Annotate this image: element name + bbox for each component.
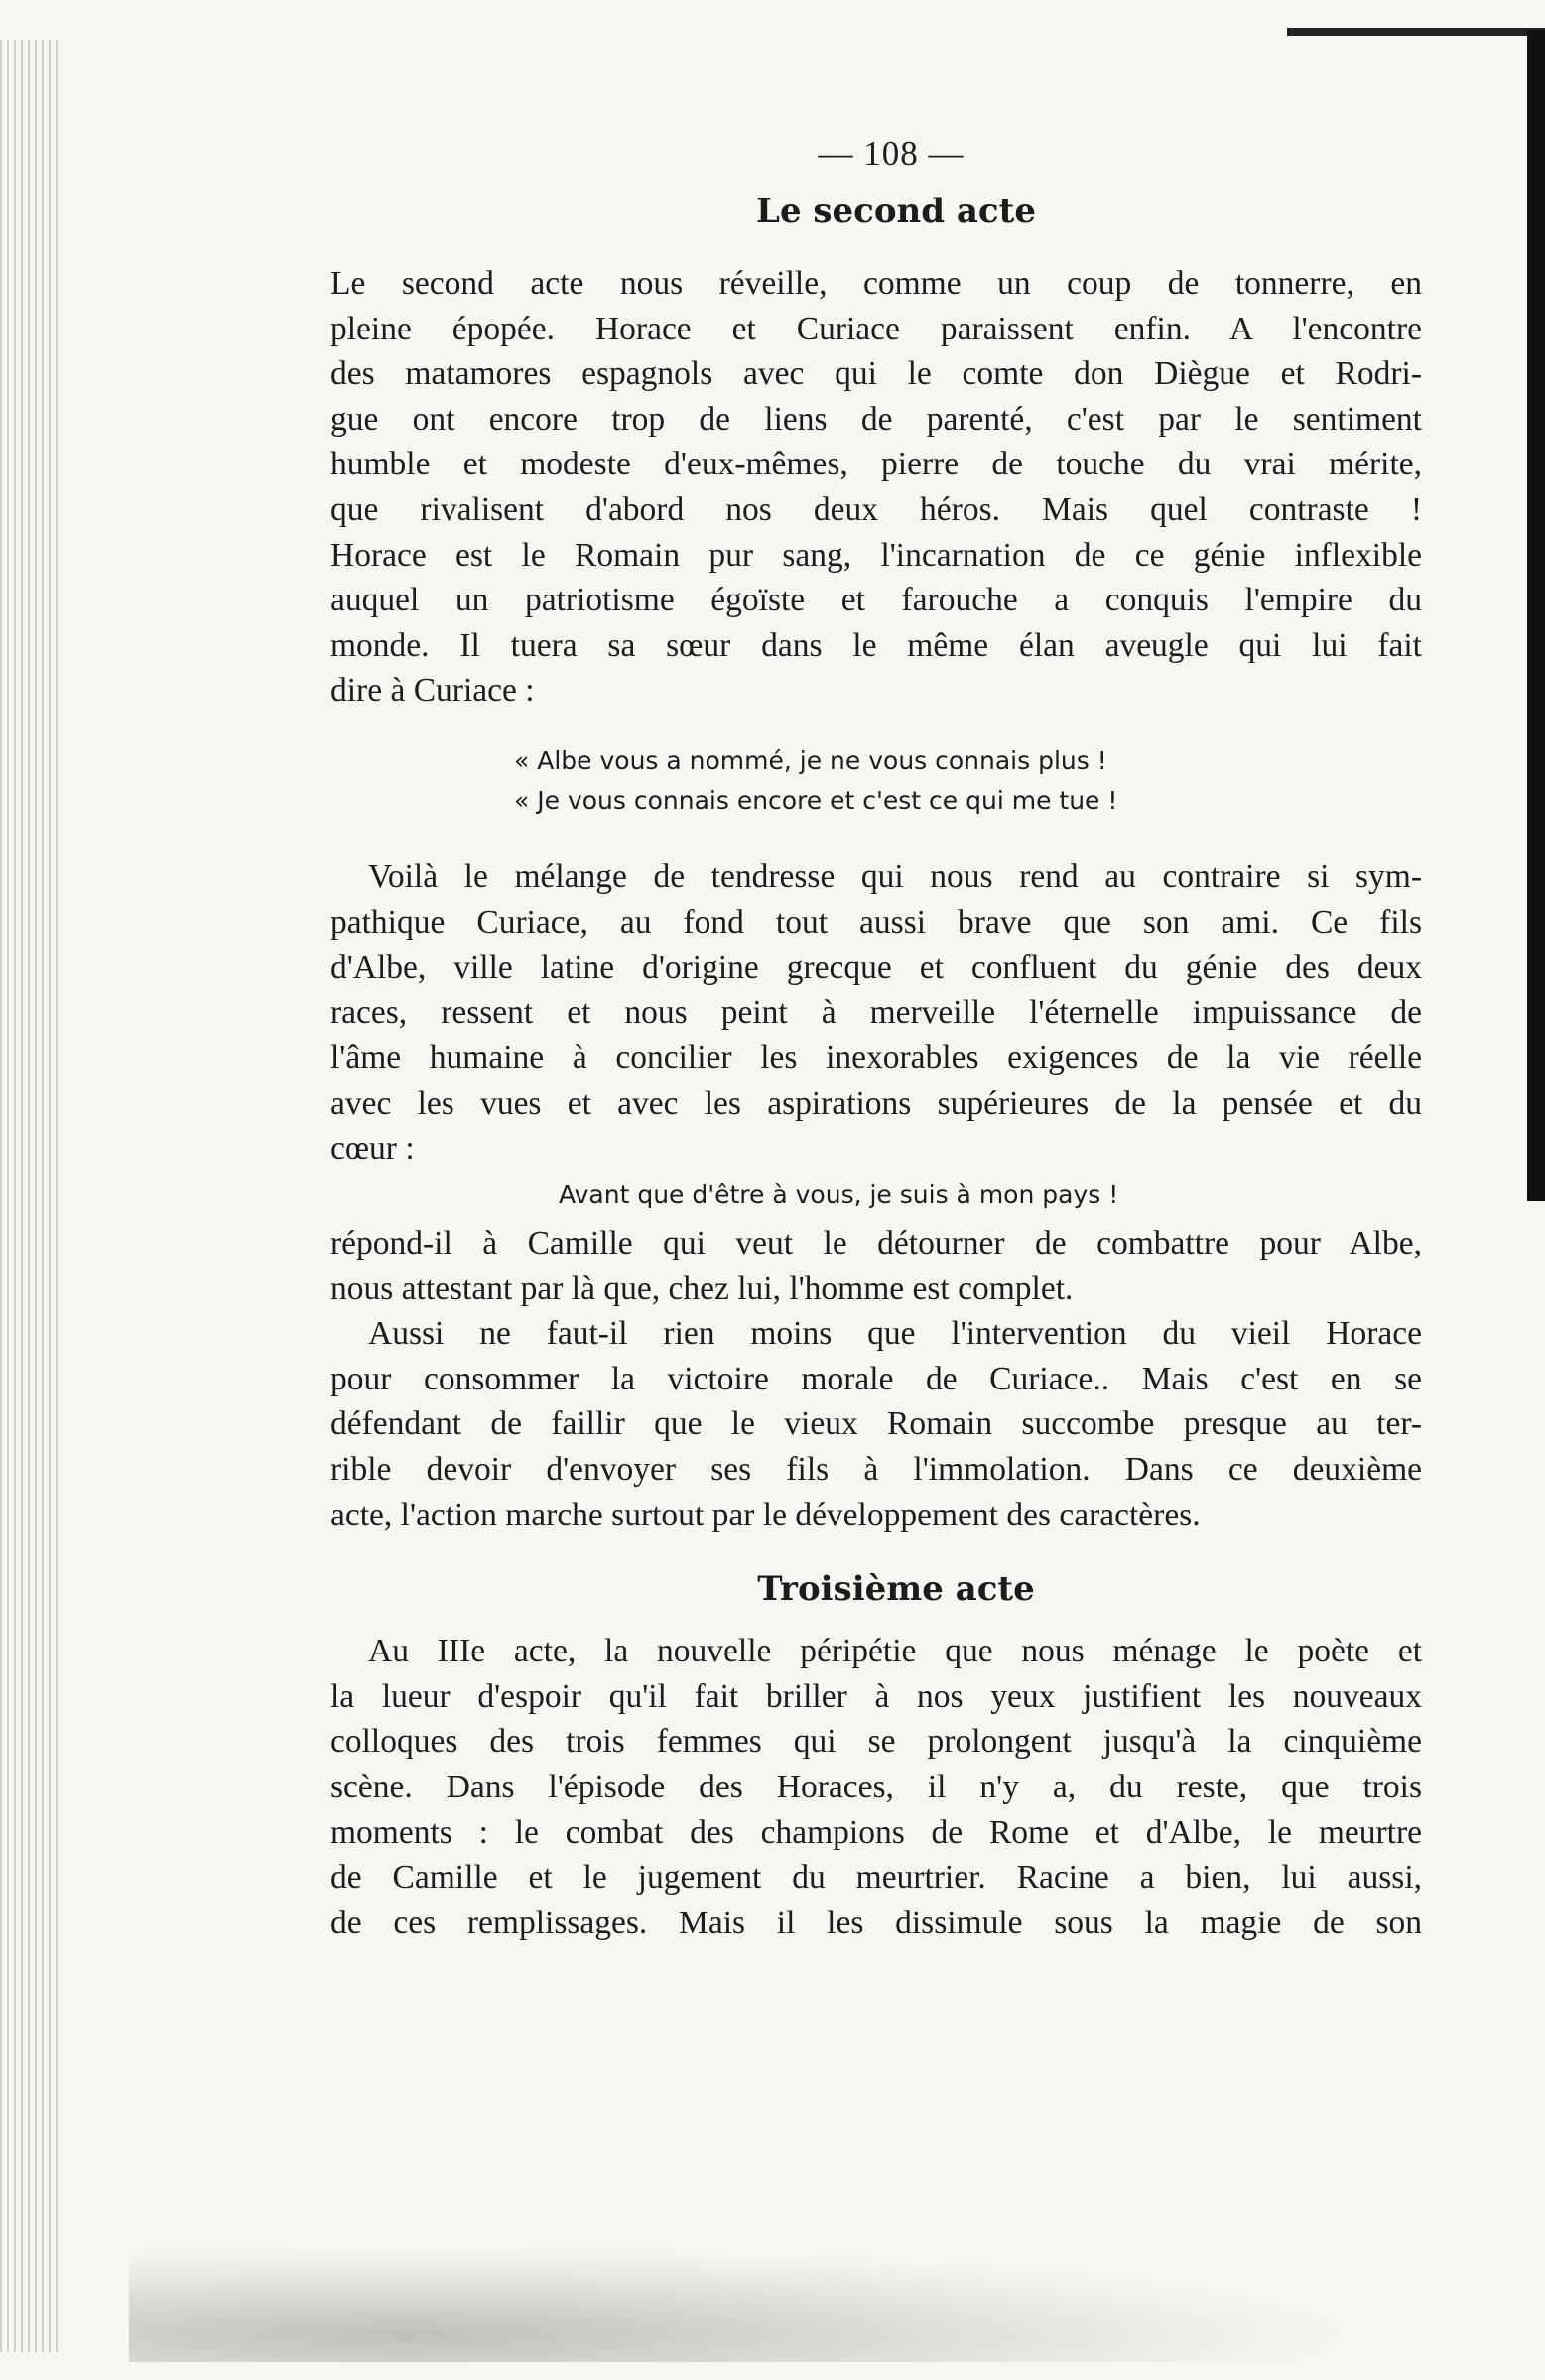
text-line: humble et modeste d'eux-mêmes, pierre de touche du vrai mérite,: [330, 446, 1422, 483]
paragraph-4: [330, 1311, 1422, 1537]
text-line: scène. Dans l'épisode des Horaces, il n'y a, du reste, que trois: [330, 1769, 1422, 1806]
text-line: Voilà le mélange de tendresse qui nous rend au contraire si sym-: [368, 858, 1422, 895]
binding-edge-artifact: [0, 40, 60, 2352]
verse-line: « Albe vous a nommé, je ne vous connais plus !: [514, 745, 1107, 775]
text-line: répond-il à Camille qui veut le détourner de combattre pour Albe,: [330, 1225, 1422, 1262]
text-line: Aussi ne faut-il rien moins que l'intervention du vieil Horace: [368, 1315, 1422, 1353]
scan-smudge: [129, 2233, 1518, 2362]
paragraph-5: [330, 1629, 1422, 1945]
text-line: que rivalisent d'abord nos deux héros. Mais quel contraste !: [330, 490, 1422, 528]
verse-quote-2: [559, 1175, 1422, 1215]
paragraph-1: [330, 261, 1422, 714]
scan-border-right: [1527, 30, 1545, 1201]
text-line: avec les vues et avec les aspirations supérieures de la pensée et du: [330, 1084, 1422, 1122]
text-line: nous attestant par là que, chez lui, l'homme est complet.: [330, 1269, 1074, 1307]
text-line: monde. Il tuera sa sœur dans le même élan aveugle qui lui fait: [330, 626, 1422, 664]
section-heading-second-act: Le second acte: [756, 192, 1036, 231]
text-line: pleine épopée. Horace et Curiace paraissent enfin. A l'encontre: [330, 310, 1422, 347]
text-line: rible devoir d'envoyer ses fils à l'immolation. Dans ce deuxième: [330, 1451, 1422, 1489]
text-line: la lueur d'espoir qu'il fait briller à nos yeux justifient les nouveaux: [330, 1677, 1422, 1715]
text-line: Le second acte nous réveille, comme un coup de tonnerre, en: [330, 265, 1422, 302]
text-line: moments : le combat des champions de Rome et d'Albe, le meurtre: [330, 1813, 1422, 1851]
text-line: l'âme humaine à concilier les inexorables exigences de la vie réelle: [330, 1039, 1422, 1077]
text-line: cœur :: [330, 1129, 415, 1167]
text-line: auquel un patriotisme égoïste et farouche a conquis l'empire du: [330, 582, 1422, 619]
paragraph-2: [330, 855, 1422, 1171]
text-line: pathique Curiace, au fond tout aussi brave que son ami. Ce fils: [330, 903, 1422, 941]
text-line: défendant de faillir que le vieux Romain succombe presque au ter-: [330, 1405, 1422, 1443]
scan-border-top-right: [1287, 28, 1545, 36]
text-line: Horace est le Romain pur sang, l'incarnation de ce génie inflexible: [330, 536, 1422, 574]
page-number: — 108 —: [818, 134, 965, 173]
text-line: des matamores espagnols avec qui le comte don Diègue et Rodri-: [330, 355, 1422, 393]
text-line: Au IIIe acte, la nouvelle péripétie que nous ménage le poète et: [368, 1633, 1422, 1670]
verse-quote-1: [514, 741, 1422, 821]
text-line: dire à Curiace :: [330, 672, 535, 710]
text-line: de Camille et le jugement du meurtrier. Racine a bien, lui aussi,: [330, 1859, 1422, 1897]
text-line: acte, l'action marche surtout par le développement des caractères.: [330, 1496, 1201, 1533]
text-line: colloques des trois femmes qui se prolongent jusqu'à la cinquième: [330, 1723, 1422, 1761]
text-block: [330, 134, 1422, 1945]
text-line: races, ressent et nous peint à merveille l'éternelle impuissance de: [330, 993, 1422, 1031]
section-heading-third-act: Troisième acte: [757, 1569, 1035, 1610]
paragraph-3: [330, 1221, 1422, 1311]
verse-line: Avant que d'être à vous, je suis à mon pays !: [559, 1180, 1119, 1210]
text-line: de ces remplissages. Mais il les dissimule sous la magie de son: [330, 1904, 1422, 1941]
text-line: d'Albe, ville latine d'origine grecque et confluent du génie des deux: [330, 949, 1422, 987]
verse-line: « Je vous connais encore et c'est ce qui me tue !: [514, 785, 1118, 815]
text-line: gue ont encore trop de liens de parenté, c'est par le sentiment: [330, 400, 1422, 438]
text-line: pour consommer la victoire morale de Curiace.. Mais c'est en se: [330, 1360, 1422, 1397]
